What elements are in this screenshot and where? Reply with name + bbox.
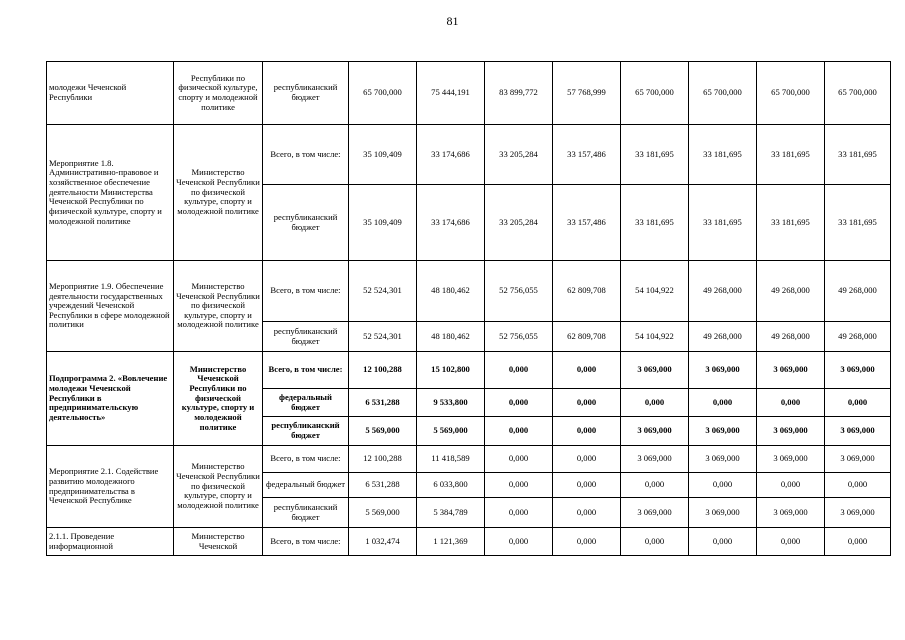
amount-cell: 6 033,800 [417, 473, 485, 498]
amount-cell: 0,000 [553, 446, 621, 473]
amount-cell: 5 569,000 [349, 498, 417, 528]
amount-cell: 83 899,772 [485, 62, 553, 125]
amount-cell: 0,000 [825, 389, 891, 417]
executor-cell: Министерство Чеченской [174, 528, 263, 556]
amount-cell: 6 531,288 [349, 473, 417, 498]
funding-source-cell: Всего, в том числе: [263, 352, 349, 389]
amount-cell: 0,000 [621, 389, 689, 417]
table-row [47, 528, 891, 556]
amount-cell: 33 181,695 [689, 185, 757, 261]
amount-cell: 57 768,999 [553, 62, 621, 125]
amount-cell: 33 205,284 [485, 125, 553, 185]
amount-cell: 49 268,000 [689, 261, 757, 322]
amount-cell: 0,000 [621, 528, 689, 556]
funding-source-cell: республиканский бюджет [263, 417, 349, 446]
amount-cell: 33 181,695 [621, 185, 689, 261]
amount-cell: 49 268,000 [689, 322, 757, 352]
amount-cell: 0,000 [553, 498, 621, 528]
amount-cell: 6 531,288 [349, 389, 417, 417]
amount-cell: 0,000 [621, 473, 689, 498]
funding-source-cell: федеральный бюджет [263, 473, 349, 498]
funding-source-cell: федеральный бюджет [263, 389, 349, 417]
amount-cell: 0,000 [825, 473, 891, 498]
amount-cell: 0,000 [485, 417, 553, 446]
amount-cell: 35 109,409 [349, 125, 417, 185]
table-row [47, 125, 891, 185]
amount-cell: 5 569,000 [349, 417, 417, 446]
amount-cell: 11 418,589 [417, 446, 485, 473]
amount-cell: 1 121,369 [417, 528, 485, 556]
amount-cell: 49 268,000 [757, 261, 825, 322]
funding-source-cell: республиканский бюджет [263, 322, 349, 352]
amount-cell: 1 032,474 [349, 528, 417, 556]
amount-cell: 33 174,686 [417, 125, 485, 185]
amount-cell: 49 268,000 [825, 261, 891, 322]
amount-cell: 3 069,000 [621, 446, 689, 473]
amount-cell: 0,000 [553, 528, 621, 556]
amount-cell: 0,000 [757, 389, 825, 417]
amount-cell: 65 700,000 [621, 62, 689, 125]
amount-cell: 0,000 [553, 352, 621, 389]
amount-cell: 0,000 [825, 528, 891, 556]
funding-source-cell: республиканский бюджет [263, 498, 349, 528]
program-name-cell: Мероприятие 1.8. Административно-правовое и хозяйственное обеспечение деятельности Министерства Чеченской Республики по физической культуре, спорту и молодежной политике [47, 125, 174, 261]
amount-cell: 65 700,000 [757, 62, 825, 125]
amount-cell: 5 384,789 [417, 498, 485, 528]
amount-cell: 0,000 [485, 528, 553, 556]
amount-cell: 9 533,800 [417, 389, 485, 417]
amount-cell: 5 569,000 [417, 417, 485, 446]
amount-cell: 3 069,000 [757, 417, 825, 446]
amount-cell: 65 700,000 [689, 62, 757, 125]
amount-cell: 33 157,486 [553, 185, 621, 261]
funding-source-cell: Всего, в том числе: [263, 261, 349, 322]
budget-table-body [47, 62, 891, 556]
amount-cell: 65 700,000 [825, 62, 891, 125]
table-row [47, 352, 891, 389]
program-name-cell: 2.1.1. Проведение информационной [47, 528, 174, 556]
amount-cell: 3 069,000 [825, 417, 891, 446]
amount-cell: 12 100,288 [349, 352, 417, 389]
amount-cell: 33 181,695 [825, 125, 891, 185]
amount-cell: 33 157,486 [553, 125, 621, 185]
amount-cell: 52 756,055 [485, 322, 553, 352]
executor-cell: Министерство Чеченской Республики по физической культуре, спорту и молодежной политике [174, 261, 263, 352]
amount-cell: 35 109,409 [349, 185, 417, 261]
amount-cell: 0,000 [553, 389, 621, 417]
amount-cell: 3 069,000 [825, 352, 891, 389]
amount-cell: 3 069,000 [757, 446, 825, 473]
amount-cell: 15 102,800 [417, 352, 485, 389]
amount-cell: 0,000 [553, 417, 621, 446]
executor-cell: Министерство Чеченской Республики по физической культуре, спорту и молодежной политике [174, 125, 263, 261]
program-name-cell: Мероприятие 1.9. Обеспечение деятельности государственных учреждений Чеченской Республики в сфере молодежной политики [47, 261, 174, 352]
amount-cell: 3 069,000 [825, 498, 891, 528]
executor-cell: Министерство Чеченской Республики по физической культуре, спорту и молодежной политике [174, 352, 263, 446]
amount-cell: 3 069,000 [689, 352, 757, 389]
amount-cell: 62 809,708 [553, 322, 621, 352]
amount-cell: 49 268,000 [825, 322, 891, 352]
amount-cell: 3 069,000 [621, 417, 689, 446]
amount-cell: 0,000 [689, 389, 757, 417]
amount-cell: 3 069,000 [825, 446, 891, 473]
amount-cell: 52 524,301 [349, 322, 417, 352]
program-name-cell: Мероприятие 2.1. Содействие развитию молодежного предпринимательства в Чеченской Республике [47, 446, 174, 528]
amount-cell: 3 069,000 [689, 498, 757, 528]
amount-cell: 62 809,708 [553, 261, 621, 322]
amount-cell: 75 444,191 [417, 62, 485, 125]
amount-cell: 0,000 [757, 473, 825, 498]
amount-cell: 33 181,695 [825, 185, 891, 261]
budget-table [46, 61, 891, 556]
amount-cell: 48 180,462 [417, 261, 485, 322]
program-name-cell: Подпрограмма 2. «Вовлечение молодежи Чеченской Республики в предпринимательскую деятельность» [47, 352, 174, 446]
table-row [47, 62, 891, 125]
amount-cell: 3 069,000 [621, 352, 689, 389]
amount-cell: 3 069,000 [689, 417, 757, 446]
funding-source-cell: Всего, в том числе: [263, 125, 349, 185]
amount-cell: 65 700,000 [349, 62, 417, 125]
amount-cell: 33 181,695 [757, 125, 825, 185]
amount-cell: 52 524,301 [349, 261, 417, 322]
amount-cell: 0,000 [485, 389, 553, 417]
funding-source-cell: республиканский бюджет [263, 62, 349, 125]
amount-cell: 48 180,462 [417, 322, 485, 352]
amount-cell: 0,000 [689, 528, 757, 556]
funding-source-cell: Всего, в том числе: [263, 446, 349, 473]
funding-source-cell: республиканский бюджет [263, 185, 349, 261]
amount-cell: 54 104,922 [621, 261, 689, 322]
amount-cell: 0,000 [485, 498, 553, 528]
amount-cell: 3 069,000 [689, 446, 757, 473]
amount-cell: 3 069,000 [757, 498, 825, 528]
amount-cell: 3 069,000 [757, 352, 825, 389]
amount-cell: 12 100,288 [349, 446, 417, 473]
table-row [47, 261, 891, 322]
amount-cell: 33 181,695 [621, 125, 689, 185]
page-number: 81 [446, 14, 459, 28]
amount-cell: 0,000 [485, 446, 553, 473]
amount-cell: 0,000 [485, 352, 553, 389]
program-name-cell: молодежи Чеченской Республики [47, 62, 174, 125]
amount-cell: 49 268,000 [757, 322, 825, 352]
amount-cell: 3 069,000 [621, 498, 689, 528]
amount-cell: 0,000 [485, 473, 553, 498]
executor-cell: Республики по физической культуре, спорту и молодежной политике [174, 62, 263, 125]
amount-cell: 0,000 [757, 528, 825, 556]
amount-cell: 54 104,922 [621, 322, 689, 352]
amount-cell: 52 756,055 [485, 261, 553, 322]
amount-cell: 0,000 [689, 473, 757, 498]
table-row [47, 446, 891, 473]
amount-cell: 33 174,686 [417, 185, 485, 261]
funding-source-cell: Всего, в том числе: [263, 528, 349, 556]
amount-cell: 33 205,284 [485, 185, 553, 261]
amount-cell: 33 181,695 [757, 185, 825, 261]
executor-cell: Министерство Чеченской Республики по физической культуре, спорту и молодежной политике [174, 446, 263, 528]
amount-cell: 33 181,695 [689, 125, 757, 185]
amount-cell: 0,000 [553, 473, 621, 498]
